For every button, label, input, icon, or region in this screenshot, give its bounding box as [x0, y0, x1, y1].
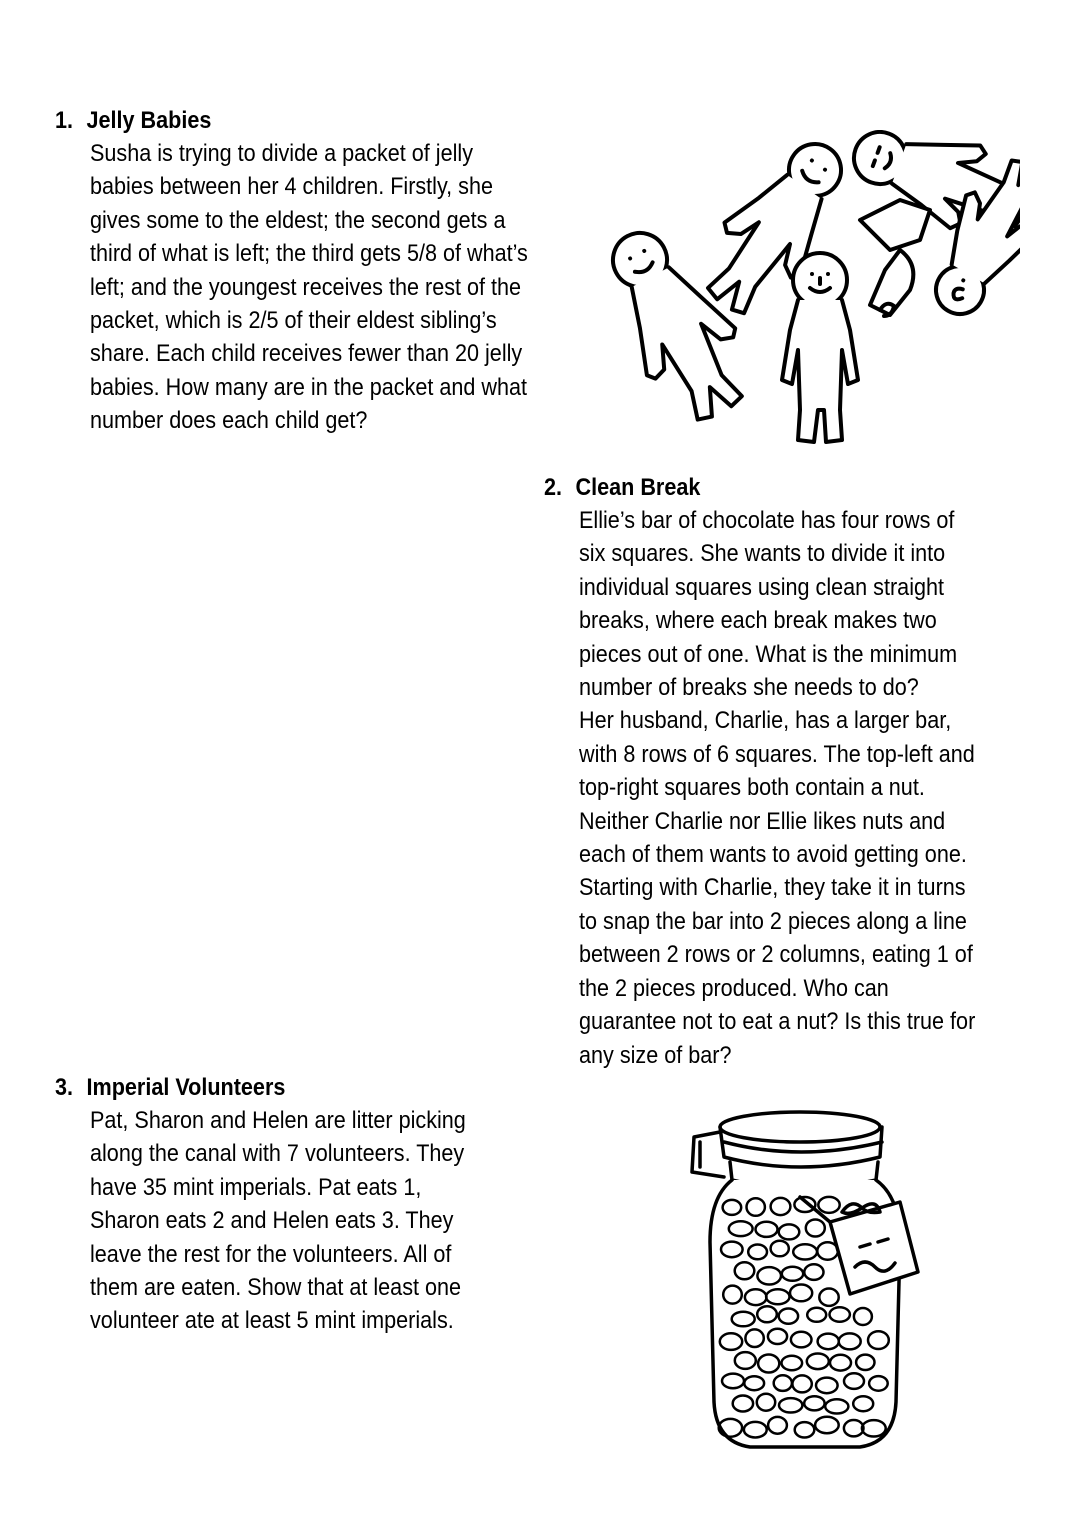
text-line: the 2 pieces produced. Who can [579, 974, 889, 1002]
problem-imperial-volunteers [55, 1071, 508, 1338]
text-line: six squares. She wants to divide it into [579, 540, 946, 568]
text-line: breaks, where each break makes two [579, 607, 937, 635]
text-line: gives some to the eldest; the second gets a [90, 206, 506, 234]
problem-number: 1. [55, 107, 74, 134]
problem-text [90, 137, 528, 438]
text-line: number of breaks she needs to do? [579, 674, 919, 702]
text-line: number does each child get? [90, 407, 368, 435]
text-line: to snap the bar into 2 pieces along a line [579, 907, 967, 935]
text-line: Starting with Charlie, they take it in turns [579, 874, 966, 902]
problem-number: 2. [544, 474, 563, 501]
problem-heading [544, 471, 972, 504]
text-line: left; and the youngest receives the rest of the [90, 273, 522, 301]
text-line: Pat, Sharon and Helen are litter picking [90, 1107, 466, 1134]
problem-clean-break [544, 471, 1019, 1072]
problem-text [90, 1104, 466, 1338]
text-line: Sharon eats 2 and Helen eats 3. They [90, 1207, 454, 1235]
text-line: pieces out of one. What is the minimum [579, 640, 958, 668]
problem-title: Imperial Volunteers [86, 1074, 286, 1101]
text-line: leave the rest for the volunteers. All of [90, 1240, 452, 1268]
text-line: Ellie’s bar of chocolate has four rows of [579, 507, 955, 534]
text-line: babies. How many are in the packet and what [90, 373, 528, 401]
problem-heading [55, 1071, 462, 1104]
text-line: any size of bar? [579, 1041, 732, 1069]
problem-heading [55, 104, 524, 137]
text-line: Neither Charlie nor Ellie likes nuts and [579, 807, 946, 835]
text-line: individual squares using clean straight [579, 573, 945, 601]
text-line: between 2 rows or 2 columns, eating 1 of [579, 941, 973, 969]
sweet-jar-drawing [680, 1102, 950, 1462]
problem-number: 3. [55, 1074, 74, 1101]
text-line: volunteer ate at least 5 mint imperials. [90, 1307, 454, 1335]
text-line: with 8 rows of 6 squares. The top-left and [579, 740, 975, 768]
text-line: Her husband, Charlie, has a larger bar, [579, 707, 952, 735]
text-line: top-right squares both contain a nut. [579, 774, 925, 802]
jelly-babies-drawing [600, 130, 1020, 450]
text-line: along the canal with 7 volunteers. They [90, 1140, 465, 1168]
text-line: guarantee not to eat a nut? Is this true for [579, 1008, 976, 1036]
text-line: have 35 mint imperials. Pat eats 1, [90, 1173, 422, 1201]
problem-title: Clean Break [575, 474, 701, 501]
text-line: Susha is trying to divide a packet of jelly [90, 140, 474, 167]
text-line: third of what is left; the third gets 5/8 of what’s [90, 240, 528, 268]
problem-text [579, 504, 975, 1072]
text-line: them are eaten. Show that at least one [90, 1274, 462, 1302]
text-line: packet, which is 2/5 of their eldest sibling’s [90, 307, 497, 335]
text-line: babies between her 4 children. Firstly, she [90, 173, 494, 201]
problem-jelly-babies [55, 104, 576, 438]
problem-title: Jelly Babies [86, 107, 212, 134]
text-line: share. Each child receives fewer than 20 jelly [90, 340, 523, 368]
text-line: each of them wants to avoid getting one. [579, 841, 967, 869]
